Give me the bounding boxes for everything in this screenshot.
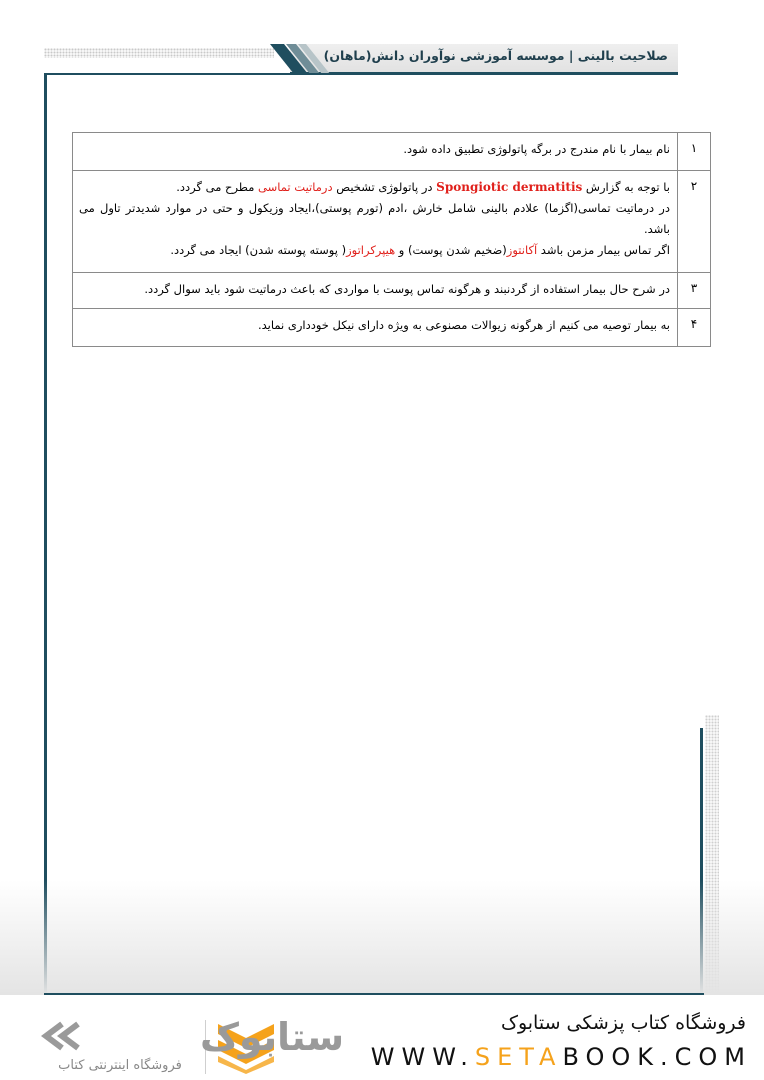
row-number: ۲ xyxy=(678,171,711,273)
frame-top-line xyxy=(44,73,678,75)
highlight-term: هیپرکراتوز xyxy=(346,243,396,257)
url-brand: SETA xyxy=(474,1043,563,1071)
store-name: فروشگاه کتاب پزشکی ستابوک xyxy=(500,1012,746,1034)
text-segment: با توجه به گزارش xyxy=(582,180,670,194)
row-paragraph xyxy=(79,177,670,198)
url-prefix: WWW. xyxy=(370,1043,475,1071)
row-text-content: به بیمار توصیه می کنیم از هرگونه زیوالات مصنوعی به ویژه دارای نیکل خودداری نماید. xyxy=(257,318,670,332)
row-number: ۳ xyxy=(678,273,711,309)
text-segment: (ضخیم شدن پوست) و xyxy=(395,243,507,257)
clinical-steps-table xyxy=(72,132,711,347)
text-segment: در پاتولوژی تشخیص xyxy=(332,180,437,194)
highlight-term: درماتیت تماسی xyxy=(258,180,333,194)
row-text-content: نام بیمار با نام مندرج در برگه پاتولوژی تطبیق داده شود. xyxy=(403,142,670,156)
logo-text: ستابوک xyxy=(200,1015,345,1059)
store-url[interactable] xyxy=(371,1043,752,1071)
setabook-logo-wordmark xyxy=(38,1014,345,1059)
table-row xyxy=(73,309,711,347)
footer-line xyxy=(44,993,704,995)
row-text-content: در شرح حال بیمار استفاده از گردنبند و هرگونه تماس پوست با مواردی که باعث درماتیت شود باید سوال گردد. xyxy=(144,282,670,296)
row-text xyxy=(73,133,678,171)
row-text xyxy=(73,171,678,273)
text-segment: اگر تماس بیمار مزمن باشد xyxy=(537,243,670,257)
header-title: صلاحیت بالینی | موسسه آموزشی نوآوران دانش(ماهان) xyxy=(323,48,668,63)
logo-subtitle: فروشگاه اینترنتی کتاب xyxy=(58,1058,182,1073)
highlight-term: آکانتوز xyxy=(506,243,538,257)
header-dot-pattern xyxy=(44,48,274,58)
row-paragraph: در درماتیت تماسی(اگزما) علادم بالینی شامل خارش ،ادم (تورم پوستی)،ایجاد وزیکول و حتی در موارد شدیدتر تاول می باشد. xyxy=(79,201,670,236)
row-text xyxy=(73,273,678,309)
table-row xyxy=(73,171,711,273)
table-row xyxy=(73,273,711,309)
url-suffix: BOOK.COM xyxy=(562,1043,752,1071)
table-row xyxy=(73,133,711,171)
row-text xyxy=(73,309,678,347)
highlight-term-en: Spongiotic dermatitis xyxy=(436,180,583,194)
row-paragraph xyxy=(79,240,670,261)
row-number: ۱ xyxy=(678,133,711,171)
row-number: ۴ xyxy=(678,309,711,347)
frame-left-line xyxy=(44,74,47,994)
bottom-shade xyxy=(0,880,764,995)
text-segment: مطرح می گردد. xyxy=(176,180,259,194)
text-segment: ( پوسته پوسته شدن) ایجاد می گردد. xyxy=(170,243,347,257)
